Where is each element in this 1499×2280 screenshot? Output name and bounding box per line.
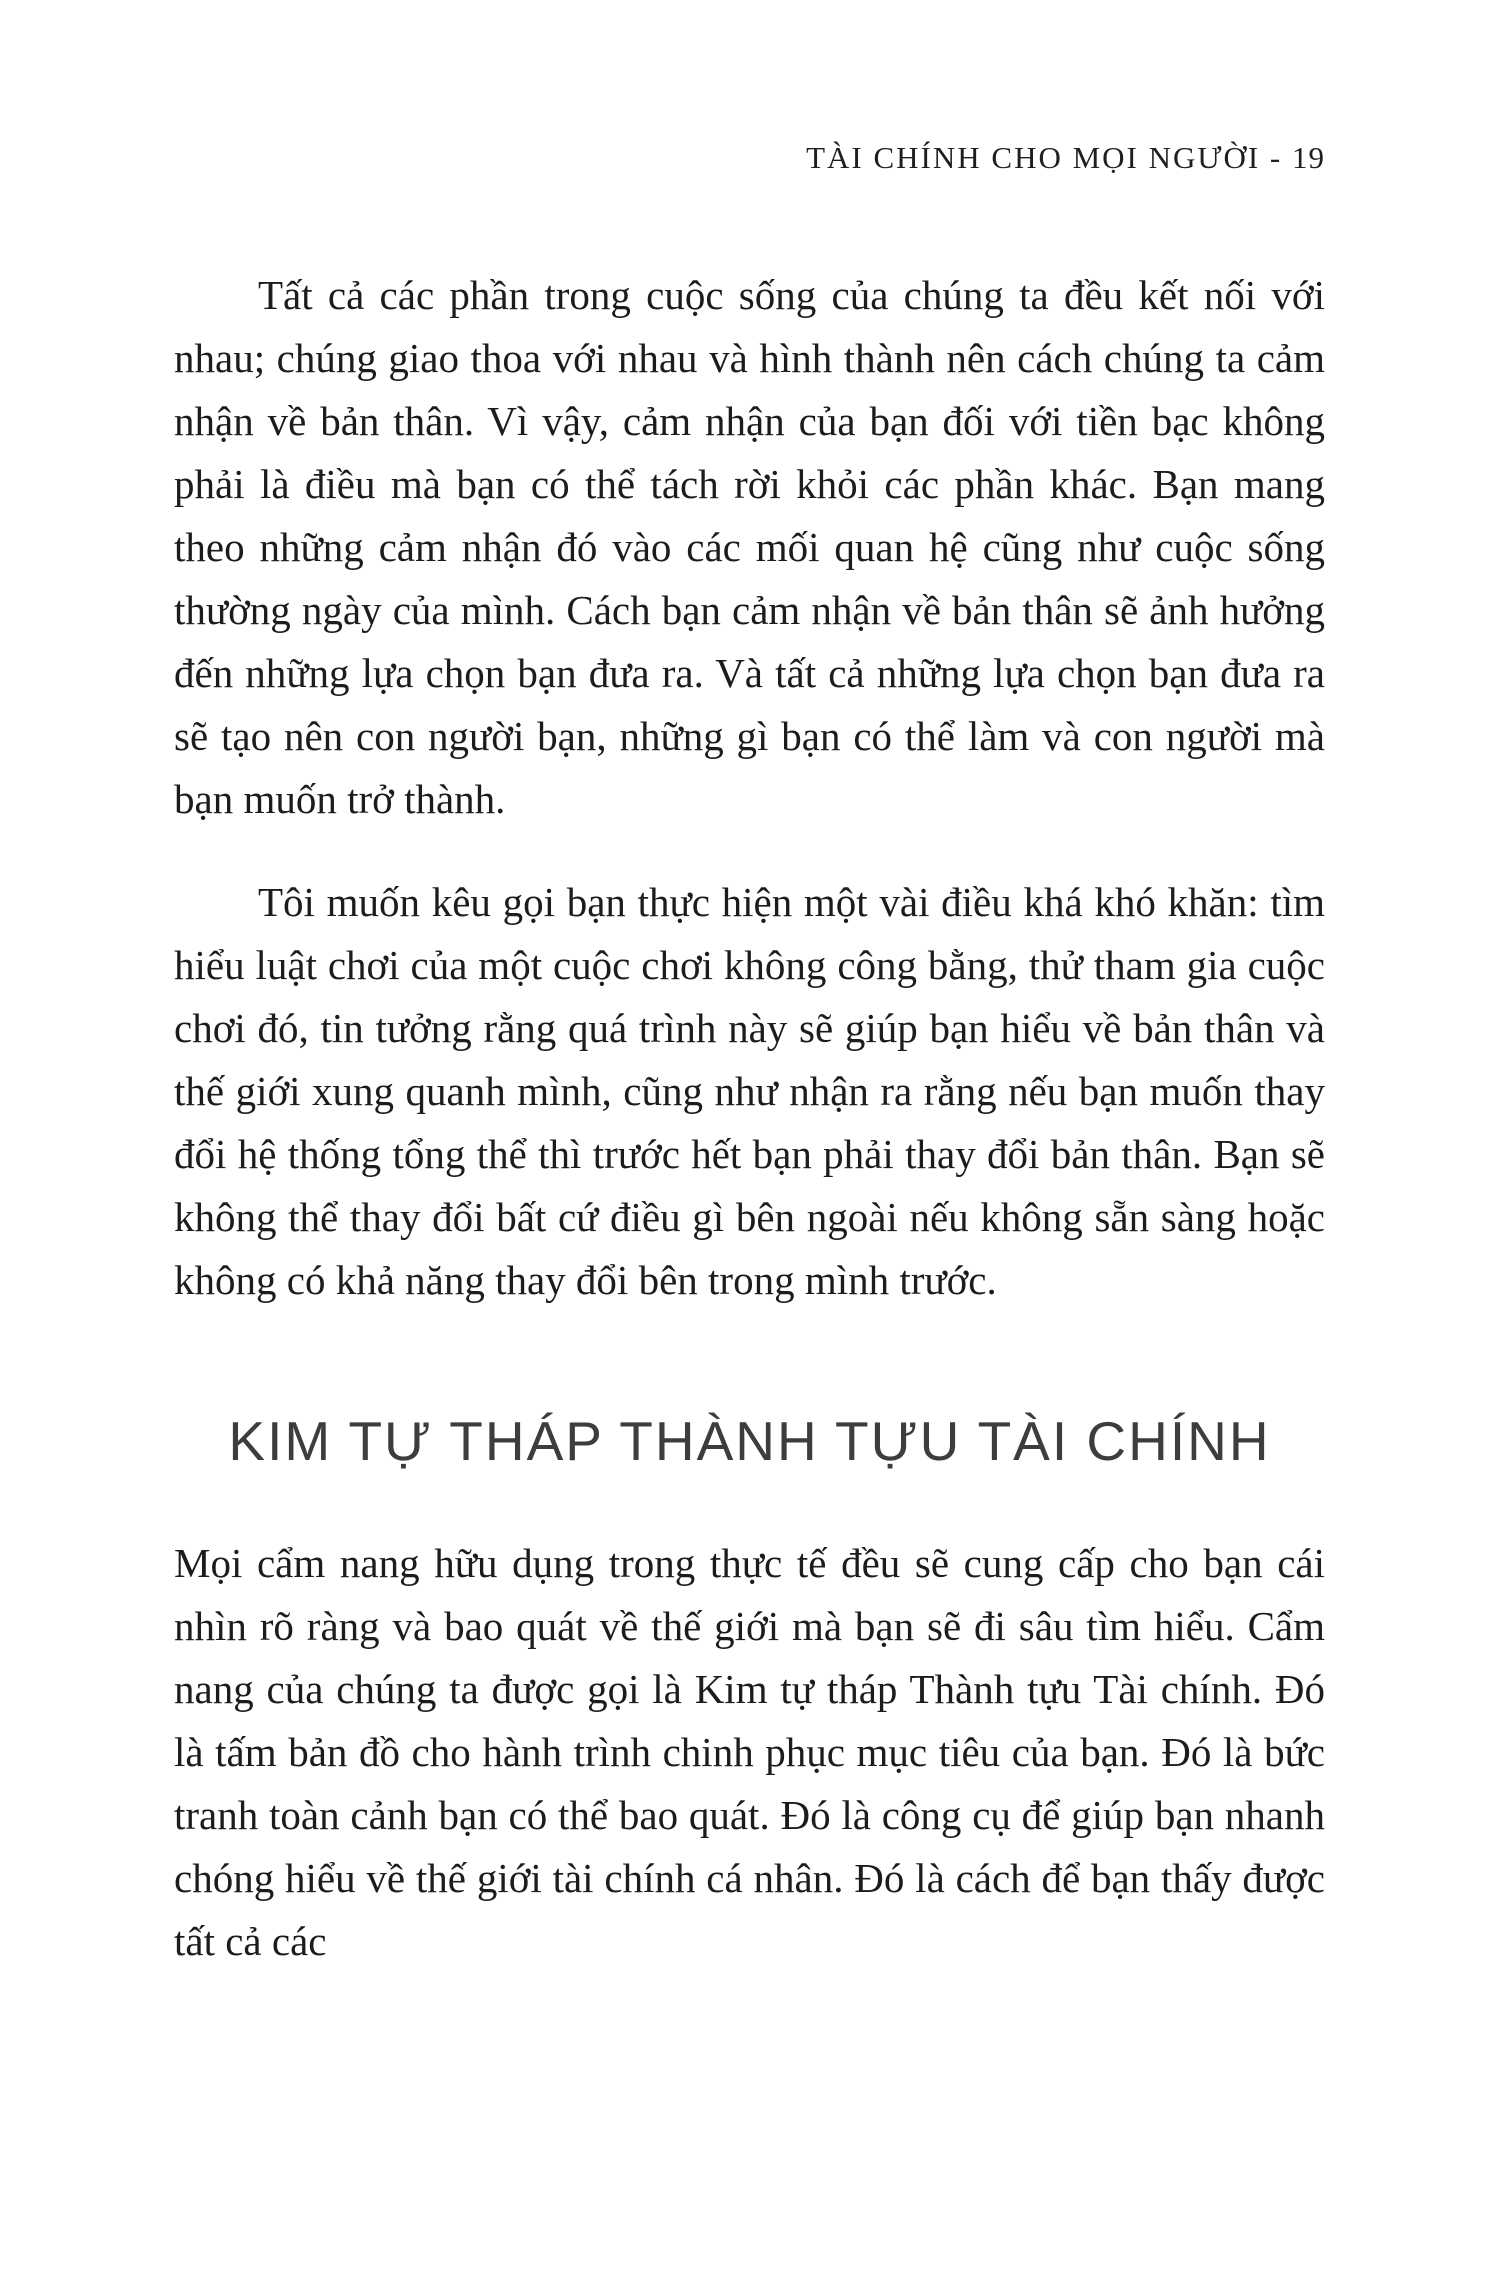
paragraph-3: Mọi cẩm nang hữu dụng trong thực tế đều sẽ cung cấp cho bạn cái nhìn rõ ràng và bao quát về thế giới mà bạn sẽ đi sâu tìm hiểu. Cẩm nang của chúng ta được gọi là Kim tự tháp Thành tựu Tài chính. Đó là tấm bản đồ cho hành trình chinh phục mục tiêu của bạn. Đó là bức tranh toàn cảnh bạn có thể bao quát. Đó là công cụ để giúp bạn nhanh chóng hiểu về thế giới tài chính cá nhân. Đó là cách để bạn thấy được tất cả các [174,1540,1325,1964]
running-header-separator: - [1260,140,1292,175]
paragraph-1: Tất cả các phần trong cuộc sống của chúng ta đều kết nối với nhau; chúng giao thoa với nhau và hình thành nên cách chúng ta cảm nhận về bản thân. Vì vậy, cảm nhận của bạn đối với tiền bạc không phải là điều mà bạn có thể tách rời khỏi các phần khác. Bạn mang theo những cảm nhận đó vào các mối quan hệ cũng như cuộc sống thường ngày của mình. Cách bạn cảm nhận về bản thân sẽ ảnh hưởng đến những lựa chọn bạn đưa ra. Và tất cả những lựa chọn bạn đưa ra sẽ tạo nên con người bạn, những gì bạn có thể làm và con người mà bạn muốn trở thành. [174,272,1325,822]
section-heading: KIM TỰ THÁP THÀNH TỰU TÀI CHÍNH [228,1410,1271,1472]
paragraph-2: Tôi muốn kêu gọi bạn thực hiện một vài điều khá khó khăn: tìm hiểu luật chơi của một cuộc chơi không công bằng, thử tham gia cuộc chơi đó, tin tưởng rằng quá trình này sẽ giúp bạn hiểu về bản thân và thế giới xung quanh mình, cũng như nhận ra rằng nếu bạn muốn thay đổi hệ thống tổng thể thì trước hết bạn phải thay đổi bản thân. Bạn sẽ không thể thay đổi bất cứ điều gì bên ngoài nếu không sẵn sàng hoặc không có khả năng thay đổi bên trong mình trước. [174,879,1325,1303]
page-number: 19 [1292,140,1325,175]
page-content [174,264,1325,1973]
running-header [174,140,1325,176]
running-header-title: TÀI CHÍNH CHO MỌI NGƯỜI [806,140,1261,175]
